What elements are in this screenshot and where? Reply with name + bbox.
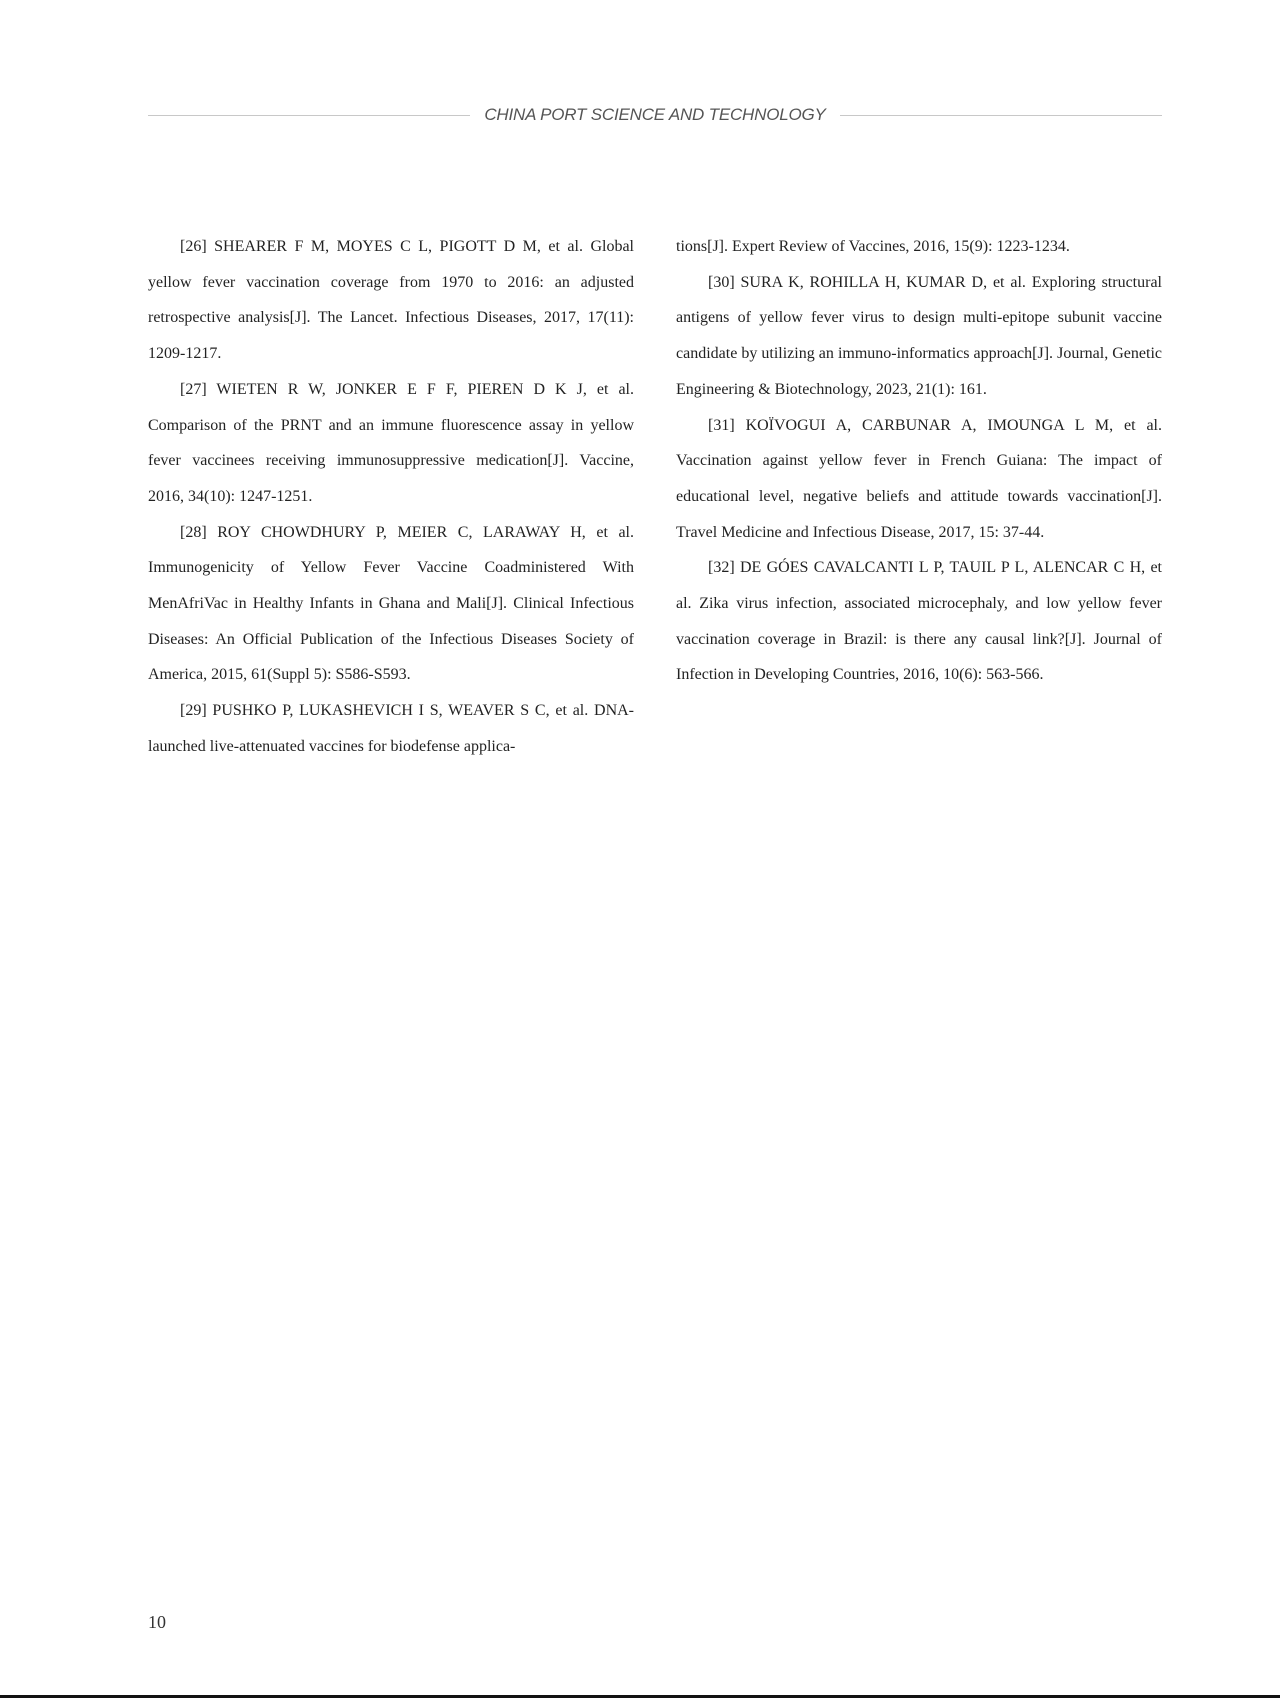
reference-29: [29] PUSHKO P, LUKASHEVICH I S, WEAVER S C, et al. DNA-launched live-attenuated vaccines for biodefense applica- (148, 702, 634, 755)
reference-28: [28] ROY CHOWDHURY P, MEIER C, LARAWAY H, et al. Immunogenicity of Yellow Fever Vaccine Coadministered With MenAfriVac in Healthy Infants in Ghana and Mali[J]. Clinical Infectious Diseases: An Official Publication of the Infectious Diseases Society of America, 2015, 61(Suppl 5): S586-S593. (148, 523, 634, 684)
reference-27: [27] WIETEN R W, JONKER E F F, PIEREN D K J, et al. Comparison of the PRNT and an immune fluorescence assay in yellow fever vaccinees receiving immunosuppressive medication[J]. Vaccine, 2016, 34(10): 1247-1251. (148, 380, 634, 505)
header-rule-right (840, 115, 1162, 116)
reference-29-continuation: tions[J]. Expert Review of Vaccines, 2016, 15(9): 1223-1234. (676, 238, 1070, 255)
page-number: 10 (148, 1612, 166, 1632)
reference-31: [31] KOÏVOGUI A, CARBUNAR A, IMOUNGA L M, et al. Vaccination against yellow fever in French Guiana: The impact of educational level, negative beliefs and attitude towards vaccination[J]. Travel Medicine and Infectious Disease, 2017, 15: 37-44. (676, 416, 1162, 541)
reference-32: [32] DE GÓES CAVALCANTI L P, TAUIL P L, ALENCAR C H, et al. Zika virus infection, associated microcephaly, and low yellow fever vaccination coverage in Brazil: is there any causal link?[J]. Journal of Infection in Developing Countries, 2016, 10(6): 563-566. (676, 559, 1162, 684)
journal-title: CHINA PORT SCIENCE AND TECHNOLOGY (484, 105, 826, 124)
reference-26: [26] SHEARER F M, MOYES C L, PIGOTT D M, et al. Global yellow fever vaccination coverage from 1970 to 2016: an adjusted retrospective analysis[J]. The Lancet. Infectious Diseases, 2017, 17(11): 1209-1217. (148, 238, 634, 363)
header-rule-left (148, 115, 470, 116)
reference-30: [30] SURA K, ROHILLA H, KUMAR D, et al. Exploring structural antigens of yellow fever virus to design multi-epitope subunit vaccine candidate by utilizing an immuno-informatics approach[J]. Journal, Genetic Engineering & Biotechnology, 2023, 21(1): 161. (676, 273, 1162, 398)
left-column (148, 229, 634, 765)
page-header (148, 102, 1162, 128)
right-column (676, 229, 1162, 693)
